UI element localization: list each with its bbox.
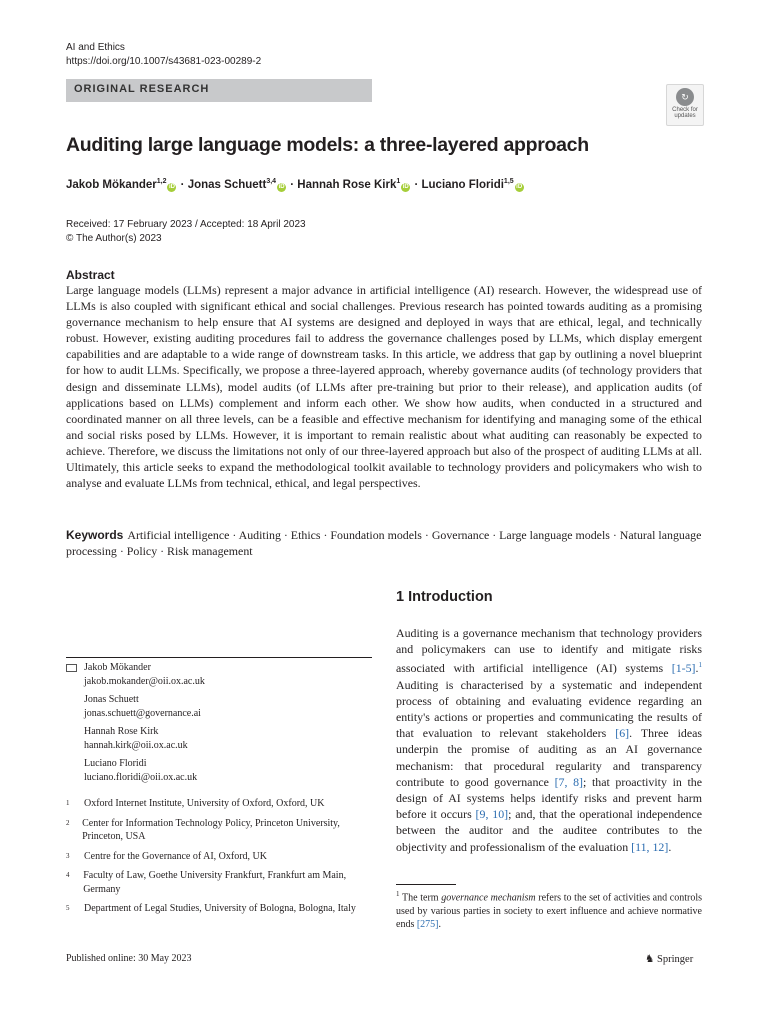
affiliation-number: 2 (66, 818, 70, 827)
check-label: Check for (672, 107, 698, 113)
published-date: Published online: 30 May 2023 (66, 953, 192, 964)
contact-name: Luciano Floridi (84, 758, 147, 769)
citation-link[interactable]: [11, 12] (631, 839, 669, 854)
contact (66, 693, 372, 720)
footnote-link[interactable]: 1 (698, 661, 702, 670)
author-affil: 1 (396, 178, 401, 185)
keywords (66, 527, 702, 559)
journal-name: AI and Ethics (66, 42, 125, 53)
author-list: Jakob Mökander$^{1,2}$iD · Jonas Schuett$^{3,4}$iD · Hannah Rose Kirk$^1$iD · Luciano Floridi$^{1,5}$iD (66, 178, 523, 191)
text-run: The term (402, 892, 442, 904)
affiliation-number: 5 (66, 904, 70, 912)
contact (66, 757, 372, 784)
affiliation-number: 3 (66, 851, 70, 860)
affiliation-number: 4 (66, 871, 70, 879)
contact-name: Hannah Rose Kirk (84, 726, 159, 737)
refresh-icon: ↻ (676, 88, 694, 106)
footnote-number: 1 (396, 890, 400, 898)
keywords-list: Artificial intelligence · Auditing · Ethics · Foundation models · Governance · Large language models · Natural language processing · Policy · Risk management (66, 528, 702, 559)
affiliation-text: Center for Information Technology Policy, Princeton University, Princeton, USA (82, 817, 340, 842)
section-heading: 1 Introduction (396, 589, 493, 605)
category-banner (66, 79, 372, 102)
contact (66, 661, 372, 688)
contact-block (66, 661, 372, 789)
contact-name: Jonas Schuett (84, 694, 139, 705)
orcid-icon[interactable]: iD (402, 183, 409, 190)
text-run: ; and, that the operational independence between the auditor and the auditee contributes to the objectivity and professionalism of the evaluation (396, 807, 702, 854)
springer-horse-icon: ♞ (645, 954, 655, 965)
publisher-logo (645, 953, 693, 965)
affiliation (66, 869, 372, 896)
affiliation (66, 817, 372, 844)
citation-link[interactable]: [7, 8] (554, 774, 584, 789)
affiliation (66, 850, 372, 864)
author-name[interactable]: Hannah Rose Kirk (297, 178, 397, 191)
author-affil: 3,4 (266, 178, 277, 185)
affiliation (66, 902, 372, 916)
text-run: Auditing is a governance mechanism that technology providers and policymakers can use to identify and mitigate risks associated with artificial intelligence (AI) systems (396, 626, 702, 676)
affiliation-text: Department of Legal Studies, University of Bologna, Bologna, Italy (84, 903, 356, 914)
contact-email[interactable]: jakob.mokander@oii.ox.ac.uk (84, 675, 205, 687)
orcid-icon[interactable]: iD (168, 183, 175, 190)
orcid-icon[interactable]: iD (516, 183, 523, 190)
paper-title: Auditing large language models: a three-layered approach (66, 134, 589, 156)
keywords-label: Keywords (66, 528, 124, 542)
affiliation-text: Oxford Internet Institute, University of Oxford, Oxford, UK (84, 798, 325, 809)
author-affil: 1,2 (156, 178, 167, 185)
contact-email[interactable]: luciano.floridi@oii.ox.ac.uk (84, 771, 198, 783)
text-run: . Three ideas underpin the promise of auditing as an AI governance mechanism: that procedural regularity and transparency contribute to good governance (396, 726, 703, 789)
citation-link[interactable]: [1-5] (671, 661, 696, 676)
citation-link[interactable]: [6] (615, 726, 630, 741)
contact-name: Jakob Mökander (84, 662, 151, 673)
publication-dates (66, 218, 306, 246)
text-run: Auditing is characterised by a systematic and independent process of obtaining and evaluating evidence regarding an entity's actions or properties and communicating the results of that evaluation to relevant stakeholders (396, 677, 702, 741)
affiliation-number: 1 (66, 799, 70, 807)
envelope-icon (66, 664, 77, 672)
citation-link[interactable]: [275] (416, 919, 439, 931)
author-name[interactable]: Jonas Schuett (187, 178, 267, 191)
divider (66, 657, 372, 658)
abstract-text: Large language models (LLMs) represent a major advance in artificial intelligence (AI) research. However, the widespread use of LLMs is also coupled with significant ethical and social challenges. Previous research has pointed towards auditing as a promising governance mechanism to help ensure that AI systems are designed and deployed in ways that are ethical, legal, and technically robust. However, existing auditing procedures fail to address the governance challenges posed by LLMs, which display emergent capabilities and are adaptable to a wide range of downstream tasks. In this article, we address that gap by outlining a novel blueprint for how to audit LLMs. Specifically, we propose a three-layered approach, whereby governance audits (of technology providers that design and disseminate LLMs), model audits (of LLMs after pre-training but prior to their release), and application audits (of applications based on LLMs) complement and inform each other. We show how audits, when conducted in a structured and coordinated manner on all three levels, can be a feasible and effective mechanism for identifying and managing some of the ethical and social risks posed by LLMs. However, it is important to remain realistic about what auditing can reasonably be expected to achieve. Therefore, we discuss the limitations not only of our three-layered approach but also of the prospect of auditing LLMs at all. Ultimately, this article seeks to expand the methodological toolkit available to technology providers and policymakers who wish to analyse and evaluate LLMs from technical, ethical, and legal perspectives. (66, 283, 702, 491)
affiliation-text: Faculty of Law, Goethe University Frankfurt, Frankfurt am Main, Germany (83, 870, 347, 895)
citation-link[interactable]: [9, 10] (475, 807, 509, 822)
publisher-name: Springer (657, 954, 694, 965)
affiliation-text: Centre for the Governance of AI, Oxford, UK (84, 850, 267, 862)
received-accepted: Received: 17 February 2023 / Accepted: 18 April 2023 (66, 219, 306, 230)
text-run: governance mechanism (441, 892, 536, 904)
footnote-divider (396, 884, 456, 885)
affiliation (66, 797, 372, 811)
check-for-updates-badge[interactable] (666, 84, 704, 126)
author-name[interactable]: Jakob Mökander (66, 178, 157, 191)
author-affil: 1,5 (503, 178, 514, 185)
contact-email[interactable]: jonas.schuett@governance.ai (84, 707, 201, 719)
text-run: . (668, 839, 672, 854)
abstract-heading: Abstract (66, 268, 115, 282)
text-run: refers to the set of activities and controls used by various parties in society to exert influence and achieve normative ends (396, 892, 703, 931)
copyright: © The Author(s) 2023 (66, 233, 162, 244)
contact-email[interactable]: hannah.kirk@oii.ox.ac.uk (84, 739, 188, 751)
doi-link[interactable]: https://doi.org/10.1007/s43681-023-00289-2 (66, 56, 262, 67)
category-label: ORIGINAL RESEARCH (74, 83, 210, 95)
text-run: . (438, 919, 442, 931)
text-run: ; that proactivity in the design of AI systems helps identify risks and prevent harm before it occurs (396, 774, 702, 822)
author-name[interactable]: Luciano Floridi (421, 178, 504, 191)
intro-paragraph: Auditing is a governance mechanism that technology providers and policymakers can use to identify and mitigate risks associated with artificial intelligence (AI) systems [1-5].$^1$ Auditing is characterised by a systematic and independent process of obtaining and evaluating evidence regarding an entity's actions or properties and communicating the results of that evaluation to relevant stakeholders [6]. Three ideas underpin the promise of auditing as an AI governance mechanism: that procedural regularity and transparency contribute to good governance [7, 8]; that proactivity in the design of AI systems helps identify risks and prevent harm before it occurs [9, 10]; and, that the operational independence between the auditor and the auditee contributes to the objectivity and professionalism of the evaluation [11, 12]. (396, 626, 703, 854)
orcid-icon[interactable]: iD (278, 183, 285, 190)
footnote (396, 888, 702, 932)
affiliations (66, 797, 372, 922)
updates-label: updates (674, 113, 696, 119)
contact (66, 725, 372, 752)
